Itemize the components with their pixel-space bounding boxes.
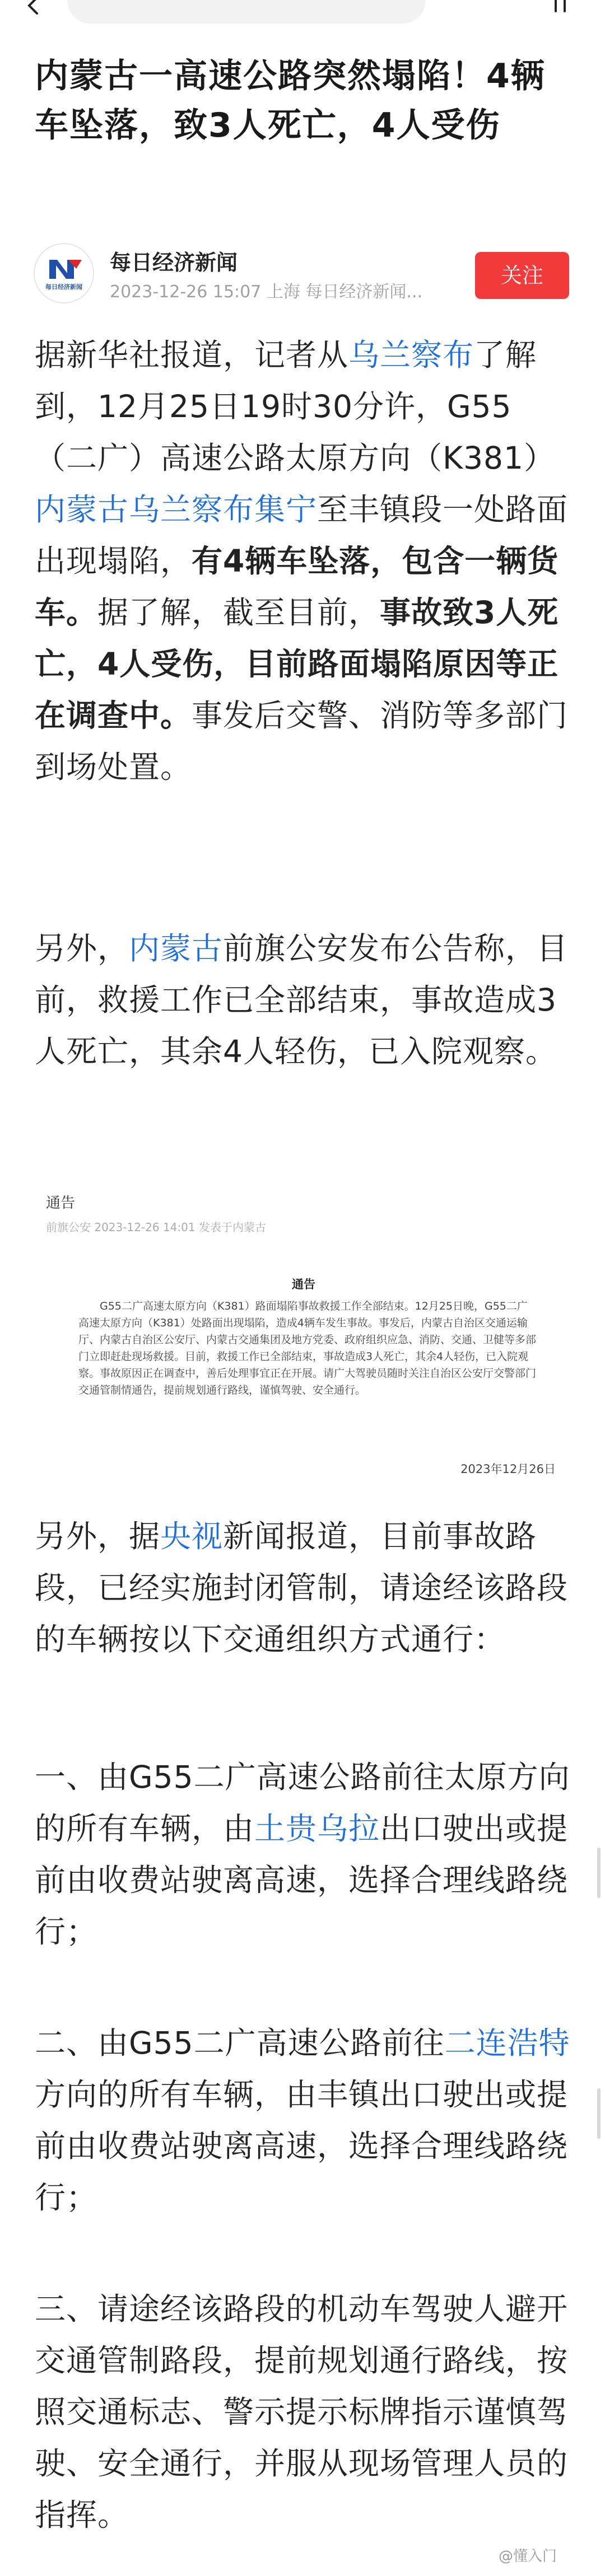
text: 一、由G55二广高速公路前往太原方向的所有车辆，由	[35, 1759, 570, 1846]
paragraph-4	[35, 1751, 573, 1957]
follow-button[interactable]: 关注	[475, 252, 569, 299]
text: 事发后交警、消防等多部门到场处置。	[35, 698, 569, 785]
text: 了解到，12月25日19时30分许，G55（二广）高速公路太原方向（K381）	[35, 337, 556, 476]
text: 前旗公安发布公告称，目前，救援工作已全部结束，事故造成3人死亡，其余4人轻伤，已入院观察。	[35, 931, 569, 1069]
paragraph-1	[35, 329, 573, 793]
share-icon[interactable]	[549, 0, 571, 19]
text: 据新华社报道，记者从	[35, 337, 349, 373]
bold-text: 有4辆车坠落，包含一辆货车。	[35, 543, 559, 630]
text: 另外，	[35, 931, 129, 966]
notice-body: G55二广高速太原方向（K381）路面塌陷事故救援工作全部结束。12月25日晚，G55二广高速太原方向（K381）处路面出现塌陷，造成4辆车发生事故。事发后，内蒙古自治区交通运输厅、内蒙古自治区公安厅、内蒙古交通集团及地方党委、政府组织应急、消防、交通、卫健等多部门立即赶赴现场救援。目前，救援工作已全部结束，事故造成3人死亡，其余4人轻伤，已入院观察。事故原因正在调查中，善后处理事宜正在开展。请广大驾驶员随时关注自治区公安厅交警部门交通管制情通告，提前规划通行路线，谨慎驾驶、安全通行。	[78, 1300, 537, 1396]
notice-image[interactable]	[35, 1180, 573, 1494]
text: 出口驶出或提前由收费站驶离高速，选择合理线路绕行；	[35, 1811, 569, 1949]
author-meta: 2023-12-26 15:07 上海 每日经济新闻...	[110, 282, 423, 302]
link-neimenggu-wulanchabu-jining[interactable]: 内蒙古乌兰察布集宁	[35, 492, 318, 527]
logo-text: 每日经济新闻	[45, 283, 82, 291]
logo-icon	[35, 244, 93, 302]
text: 至丰镇段一处路面出现塌陷，	[35, 492, 569, 579]
text: 另外，据	[35, 1518, 161, 1554]
scroll-indicator	[597, 2088, 601, 2139]
text: 新闻报道，目前事故路段，已经实施封闭管制，请途经该路段的车辆按以下交通组织方式通行：	[35, 1518, 569, 1657]
notice-date: 2023年12月26日	[460, 1462, 556, 1476]
avatar[interactable]	[34, 243, 94, 303]
back-icon[interactable]	[22, 0, 45, 18]
notice-title: 通告	[46, 1195, 76, 1212]
scroll-indicator	[597, 1848, 601, 1898]
top-bar	[0, 0, 605, 35]
search-box[interactable]	[67, 0, 426, 24]
text: 方向的所有车辆，由丰镇出口驶出或提前由收费站驶离高速，选择合理线路绕行；	[35, 2077, 569, 2215]
link-neimenggu[interactable]: 内蒙古	[129, 931, 224, 966]
text: 据了解，截至目前，	[97, 595, 380, 630]
author-name[interactable]: 每日经济新闻	[110, 250, 238, 275]
text: 三、请途经该路段的机动车驾驶人避开交通管制路段，提前规划通行路线，按照交通标志、警示提示标牌指示谨慎驾驶、安全通行，并服从现场管理人员的指挥。	[35, 2291, 569, 2533]
paragraph-5	[35, 2017, 573, 2223]
link-tuguiwula[interactable]: 土贵乌拉	[254, 1811, 380, 1846]
text: 二、由G55二广高速公路前往	[35, 2025, 445, 2061]
link-wulanchabu[interactable]: 乌兰察布	[348, 337, 474, 373]
author-row	[34, 242, 571, 303]
notice-heading: 通告	[292, 1278, 315, 1291]
bold-text: 事故致3人死亡，4人受伤，目前路面塌陷原因等正在调查中。	[35, 595, 559, 733]
paragraph-6	[35, 2283, 573, 2541]
paragraph-2	[35, 923, 573, 1077]
notice-meta: 前旗公安 2023-12-26 14:01 发表于内蒙古	[46, 1221, 266, 1234]
link-cctv[interactable]: 央视	[160, 1518, 224, 1554]
paragraph-3	[35, 1511, 573, 1665]
article-title: 内蒙古一高速公路突然塌陷！4辆车坠落，致3人死亡，4人受伤	[35, 57, 546, 145]
watermark: @懂入门	[499, 2548, 557, 2565]
link-erlianhaote[interactable]: 二连浩特	[444, 2025, 570, 2061]
